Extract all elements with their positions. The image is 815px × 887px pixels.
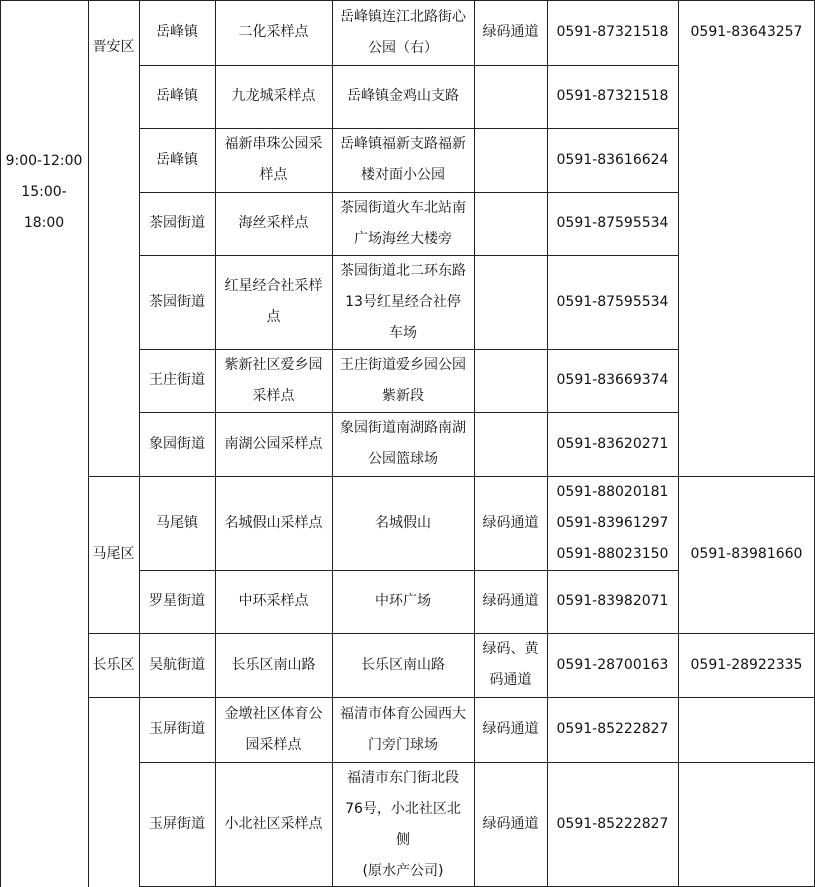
site-name-cell-line: 紫新社区爱乡园 (224, 356, 323, 373)
address-cell-line: 楼对面小公园 (361, 167, 445, 183)
time-slot-line: 9:00-12:00 (5, 152, 83, 169)
address-cell (332, 349, 474, 412)
site-name-cell-line: 小北社区采样点 (224, 816, 323, 832)
site-name-cell-line: 南湖公园采样点 (224, 435, 323, 452)
phone-cell-line: 0591-88023150 (556, 545, 669, 562)
time-slot-line: 18:00 (23, 214, 65, 231)
phone-cell (547, 192, 678, 255)
address-cell (332, 255, 474, 349)
phone-cell-line: 0591-83620271 (556, 435, 669, 452)
district-jinan: 晋安区 (92, 39, 135, 55)
phone-cell (547, 128, 678, 192)
address-cell-line: (原水产公司) (362, 862, 444, 879)
address-cell (332, 633, 474, 697)
street-cell: 岳峰镇 (156, 88, 198, 104)
address-cell-line: 公园篮球场 (368, 451, 438, 467)
address-cell (332, 192, 474, 255)
address-cell-line: 岳峰镇福新支路福新 (340, 136, 466, 152)
hotline-cell: 0591-83981660 (690, 546, 803, 562)
site-name-cell-line: 样点 (259, 167, 288, 183)
site-name-cell (215, 128, 332, 192)
address-cell-line: 王庄街道爱乡园公园 (340, 356, 466, 373)
channel-cell (474, 0, 547, 65)
channel-cell-line: 绿码通道 (482, 721, 539, 737)
phone-cell-line: 0591-87595534 (556, 215, 669, 231)
address-cell-line: 13号红星经合社停 (345, 293, 461, 310)
address-cell-line: 76号，小北社区北 (345, 800, 461, 817)
phone-cell-line: 0591-83669374 (556, 372, 669, 388)
site-name-cell-line: 长乐区南山路 (231, 656, 316, 673)
phone-cell-line: 0591-83961297 (556, 514, 669, 531)
phone-cell-line: 0591-88020181 (556, 483, 669, 500)
address-cell (332, 697, 474, 762)
phone-cell (547, 349, 678, 412)
channel-cell-line: 绿码通道 (482, 816, 539, 832)
address-cell-line: 茶园街道火车北站南 (340, 199, 466, 216)
site-name-cell-line: 点 (266, 309, 281, 325)
street-cell: 茶园街道 (149, 293, 205, 310)
phone-cell (547, 255, 678, 349)
address-cell-line: 福清市东门街北段 (346, 769, 459, 786)
address-cell-line: 象园街道南湖路南湖 (340, 420, 466, 436)
phone-cell-line: 0591-28700163 (556, 656, 669, 673)
site-name-cell (215, 65, 332, 128)
phone-cell-line: 0591-87321518 (556, 88, 669, 104)
channel-cell (474, 762, 547, 887)
street-cell: 玉屏街道 (149, 721, 205, 737)
phone-cell (547, 633, 678, 697)
site-name-cell (215, 633, 332, 697)
site-name-cell (215, 762, 332, 887)
site-name-cell (215, 412, 332, 476)
address-cell-line: 侧 (395, 831, 410, 848)
site-name-cell (215, 349, 332, 412)
address-cell-line: 中环广场 (375, 593, 431, 609)
address-cell-line: 车场 (389, 324, 417, 341)
site-name-cell-line: 采样点 (252, 387, 295, 404)
site-name-cell (215, 476, 332, 570)
site-name-cell-line: 红星经合社采样 (224, 278, 323, 294)
address-cell-line: 岳峰镇金鸡山支路 (347, 88, 459, 104)
channel-cell (474, 697, 547, 762)
street-cell: 象园街道 (149, 435, 205, 452)
street-cell: 岳峰镇 (156, 151, 198, 168)
street-cell: 吴航街道 (149, 656, 205, 673)
time-slot-line: 15:00- (21, 183, 67, 200)
channel-cell (474, 476, 547, 570)
phone-cell-line: 0591-87595534 (556, 293, 669, 310)
phone-cell-line: 0591-85222827 (556, 721, 669, 737)
site-name-cell (215, 570, 332, 633)
address-cell (332, 0, 474, 65)
street-cell: 茶园街道 (149, 215, 205, 231)
phone-cell (547, 412, 678, 476)
address-cell (332, 412, 474, 476)
channel-cell (474, 633, 547, 697)
district-mawei: 马尾区 (92, 546, 135, 562)
address-cell-line: 公园（右） (368, 39, 438, 56)
district-changle: 长乐区 (92, 656, 135, 673)
site-name-cell-line: 九龙城采样点 (231, 88, 316, 104)
site-name-cell-line: 名城假山采样点 (224, 514, 323, 531)
address-cell (332, 65, 474, 128)
column-divider (88, 0, 89, 887)
channel-cell (474, 570, 547, 633)
channel-cell-line: 码通道 (489, 672, 532, 688)
street-cell: 岳峰镇 (156, 24, 198, 40)
address-cell (332, 476, 474, 570)
address-cell (332, 570, 474, 633)
site-name-cell (215, 255, 332, 349)
time-slot-cell (0, 130, 88, 254)
address-cell-line: 广场海丝大楼旁 (354, 230, 452, 247)
phone-cell (547, 570, 678, 633)
phone-cell (547, 697, 678, 762)
phone-cell (547, 762, 678, 887)
address-cell-line: 紫新段 (382, 387, 424, 404)
address-cell-line: 门旁门球场 (368, 736, 438, 753)
site-name-cell (215, 697, 332, 762)
channel-cell-line: 绿码通道 (482, 514, 539, 531)
hotline-cell: 0591-28922335 (690, 656, 803, 673)
phone-cell (547, 0, 678, 65)
site-name-cell (215, 0, 332, 65)
street-cell: 马尾镇 (156, 514, 198, 531)
channel-cell-line: 绿码通道 (482, 593, 539, 609)
column-divider (678, 0, 679, 887)
site-name-cell-line: 福新串珠公园采 (224, 136, 323, 152)
site-name-cell-line: 海丝采样点 (238, 215, 309, 231)
channel-cell-line: 绿码通道 (482, 24, 539, 40)
address-cell-line: 茶园街道北二环东路 (340, 262, 466, 279)
street-cell: 罗星街道 (149, 593, 205, 609)
street-cell: 王庄街道 (149, 372, 205, 388)
hotline-cell: 0591-83643257 (690, 24, 803, 40)
phone-cell-line: 0591-83616624 (556, 151, 669, 168)
site-name-cell-line: 园采样点 (245, 736, 302, 753)
site-name-cell-line: 中环采样点 (238, 593, 309, 609)
phone-cell-line: 0591-83982071 (556, 593, 669, 609)
address-cell-line: 长乐区南山路 (361, 656, 445, 673)
street-cell: 玉屏街道 (149, 816, 205, 832)
phone-cell (547, 65, 678, 128)
phone-cell (547, 476, 678, 570)
channel-cell-line: 绿码、黄 (482, 641, 539, 657)
phone-cell-line: 0591-87321518 (556, 24, 669, 40)
address-cell-line: 福清市体育公园西大 (340, 705, 466, 722)
site-name-cell (215, 192, 332, 255)
address-cell-line: 岳峰镇连江北路街心 (340, 8, 466, 25)
phone-cell-line: 0591-85222827 (556, 816, 669, 832)
address-cell-line: 名城假山 (375, 514, 431, 531)
address-cell (332, 128, 474, 192)
address-cell (332, 762, 474, 887)
site-name-cell-line: 二化采样点 (238, 24, 309, 40)
site-name-cell-line: 金墩社区体育公 (224, 705, 323, 722)
